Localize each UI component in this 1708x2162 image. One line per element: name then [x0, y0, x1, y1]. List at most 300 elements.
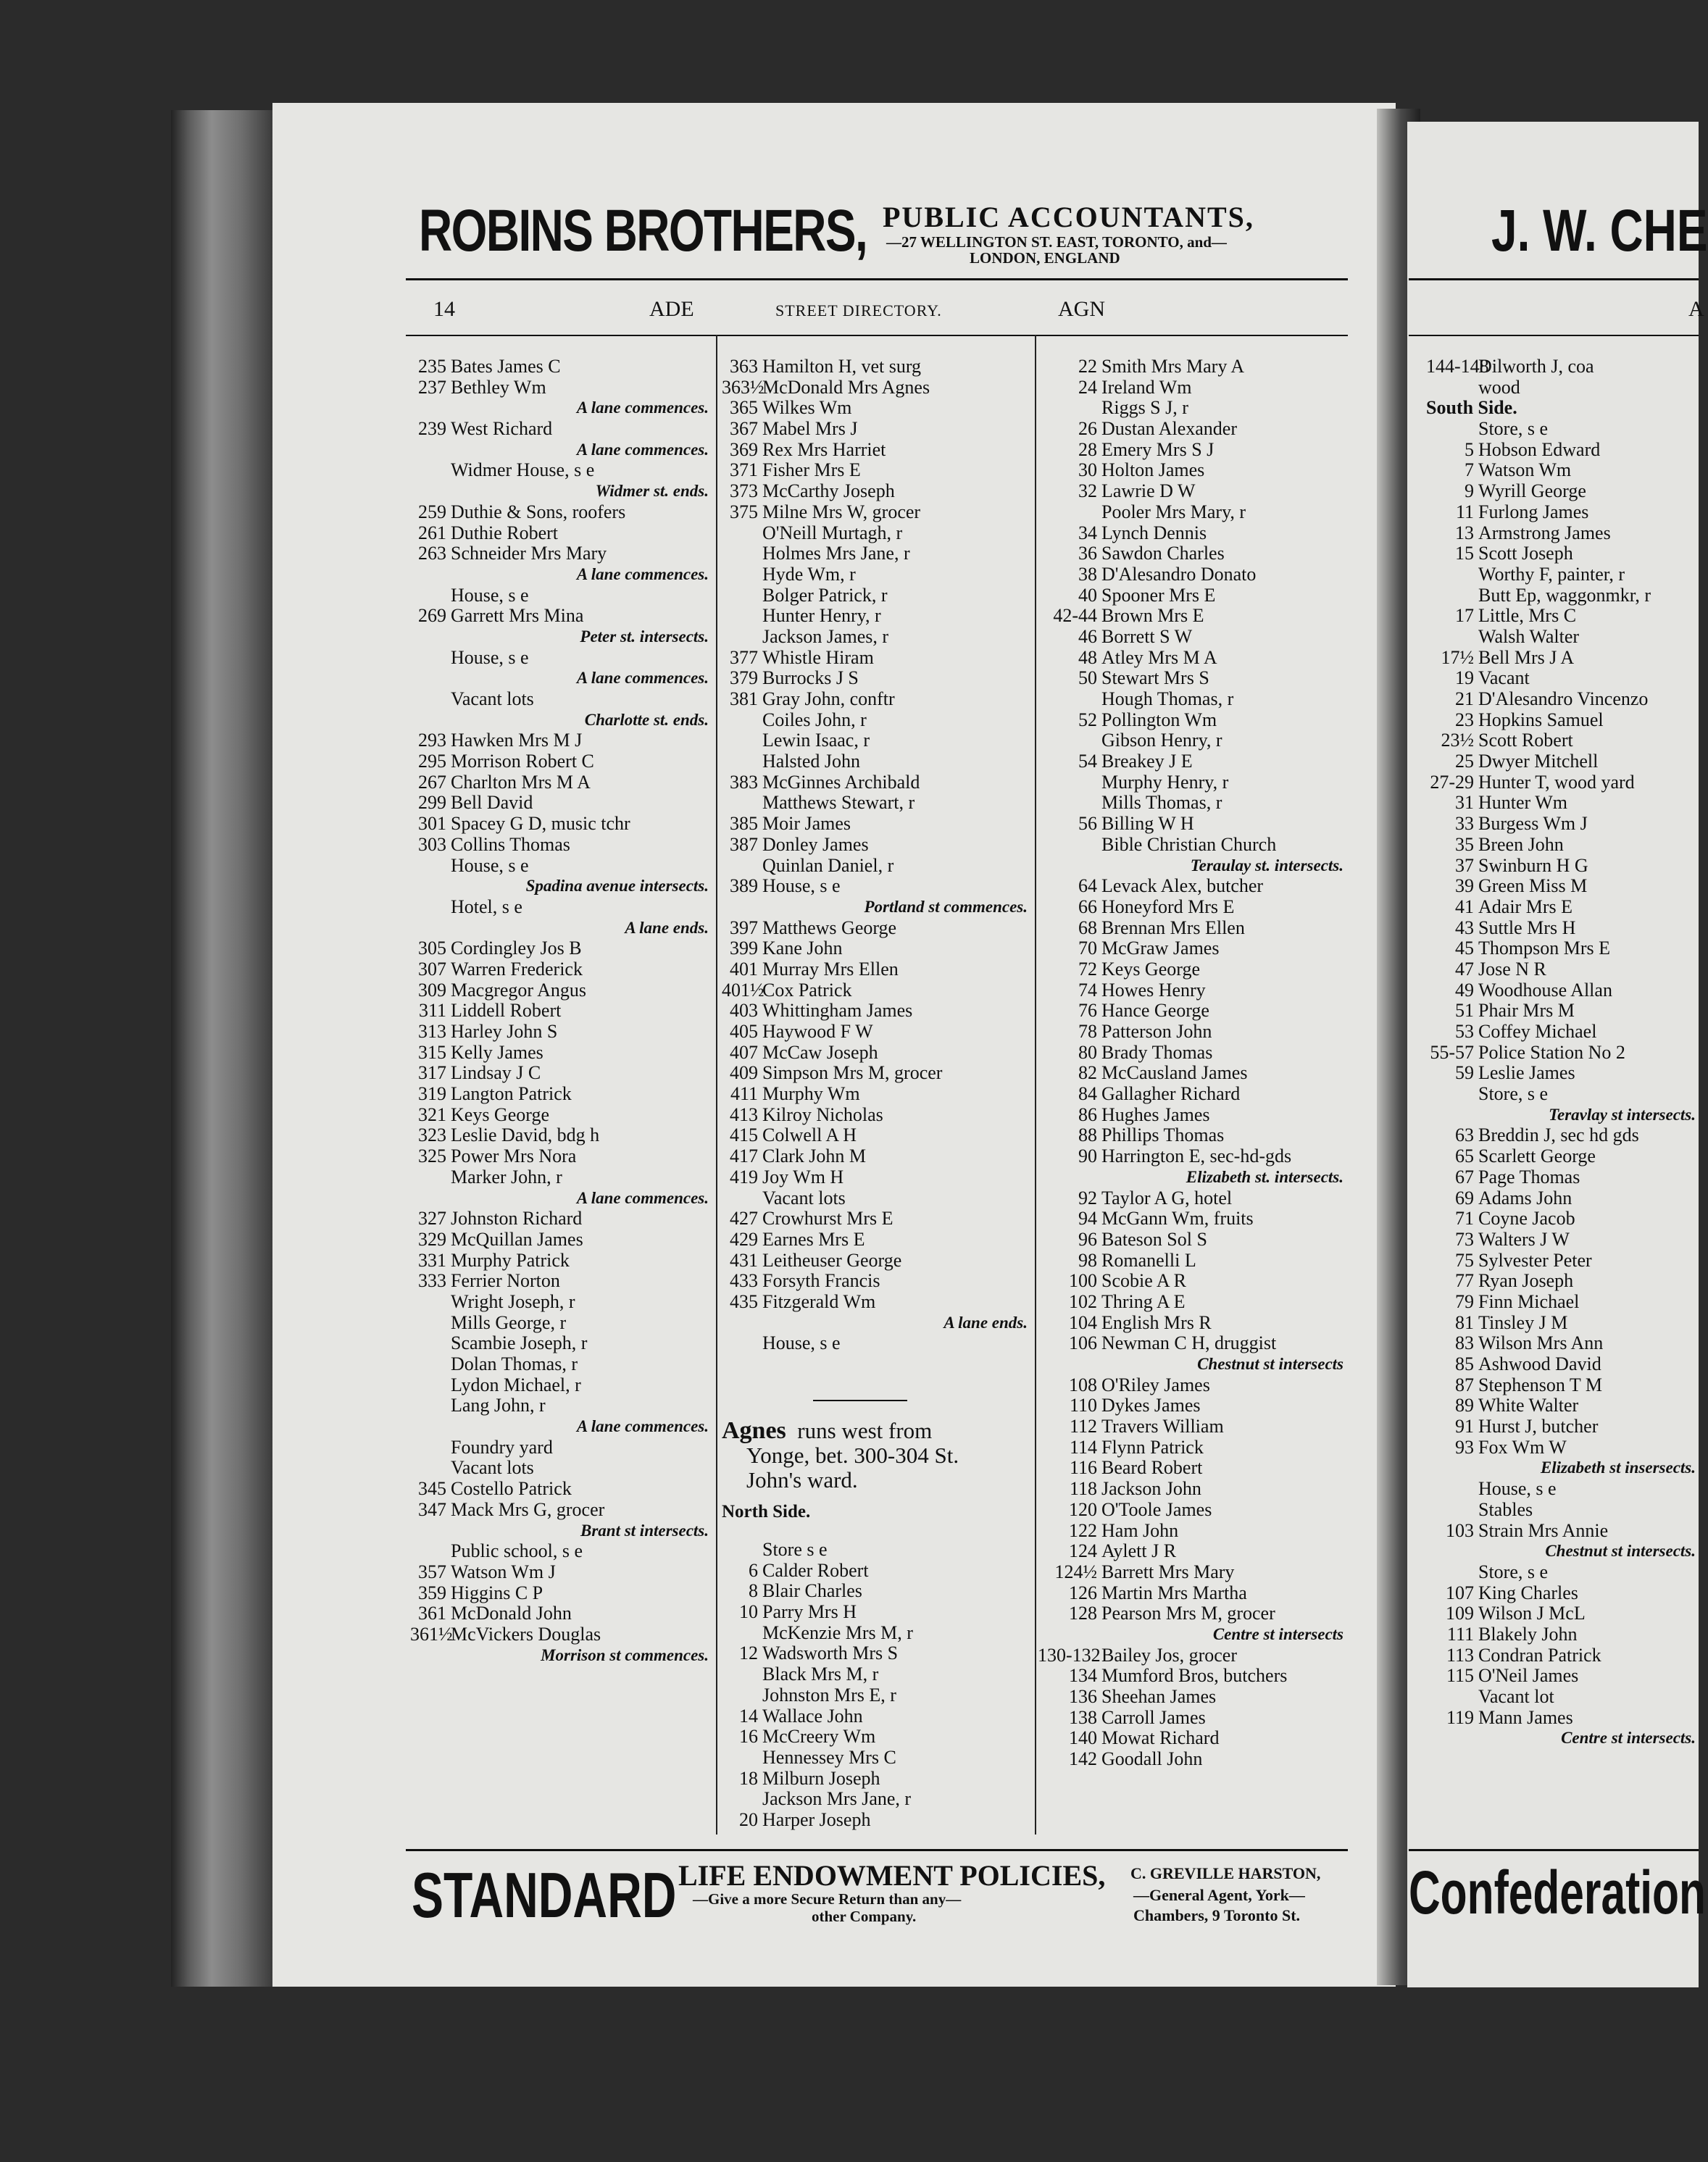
directory-entry — [1038, 481, 1349, 502]
house-number: 64 — [1078, 875, 1097, 897]
ad-agent-address: Chambers, 9 Toronto St. — [1133, 1906, 1301, 1924]
cross-street-note — [1426, 1105, 1701, 1126]
directory-entry — [1038, 564, 1349, 585]
directory-entry — [1038, 1521, 1349, 1542]
directory-entry — [1426, 959, 1701, 980]
directory-entry — [410, 1251, 715, 1272]
entry-text: Cox Patrick — [762, 979, 852, 1001]
note-text: Chestnut st intersects. — [1545, 1542, 1696, 1561]
house-number: 46 — [1078, 625, 1097, 647]
directory-entry — [1038, 1416, 1349, 1437]
entry-text: Mann James — [1478, 1706, 1573, 1728]
directory-entry — [1038, 1645, 1349, 1666]
entry-text: Liddell Robert — [451, 1000, 562, 1022]
directory-entry — [722, 460, 1033, 481]
house-number: 103 — [1446, 1519, 1474, 1541]
directory-entry — [1038, 1375, 1349, 1396]
entry-text: House, s e — [762, 875, 841, 897]
directory-entry — [722, 523, 1033, 544]
house-number: 55-57 — [1430, 1041, 1474, 1063]
entry-text: White Walter — [1478, 1395, 1579, 1416]
house-number: 401 — [730, 958, 758, 980]
entry-text: Tinsley J M — [1478, 1311, 1568, 1333]
house-number: 22 — [1078, 356, 1097, 377]
entry-text: Phillips Thomas — [1101, 1124, 1225, 1146]
entry-text: Gallagher Richard — [1101, 1083, 1241, 1105]
house-number: 78 — [1078, 1021, 1097, 1042]
directory-entry — [410, 1603, 715, 1624]
entry-text: Taylor A G, hotel — [1101, 1187, 1233, 1209]
entry-text: McGraw James — [1101, 938, 1220, 959]
street-separator — [813, 1400, 907, 1401]
entry-text: Scobie A R — [1101, 1270, 1187, 1292]
entry-text: Black Mrs M, r — [762, 1664, 879, 1685]
directory-entry — [1038, 1458, 1349, 1479]
house-number: 293 — [418, 730, 446, 751]
directory-entry — [410, 1063, 715, 1084]
cross-street-note — [1038, 856, 1349, 877]
house-number: 363½ — [722, 376, 765, 398]
entry-text: Langton Patrick — [451, 1083, 572, 1105]
house-number: 102 — [1069, 1290, 1097, 1312]
directory-entry — [1426, 377, 1701, 398]
house-number: 14 — [739, 1705, 758, 1727]
directory-entry — [410, 1125, 715, 1146]
house-number: 80 — [1078, 1041, 1097, 1063]
house-number: 17½ — [1441, 646, 1474, 668]
cross-street-note — [410, 710, 715, 731]
entry-text: Colwell A H — [762, 1124, 857, 1146]
cross-street-note — [1426, 1458, 1701, 1479]
entry-text: Ferrier Norton — [451, 1270, 560, 1292]
entry-text: McCausland James — [1101, 1062, 1248, 1084]
directory-entry — [1038, 1687, 1349, 1708]
house-number: 367 — [730, 418, 758, 440]
directory-entry — [722, 502, 1033, 523]
directory-entry — [722, 1748, 1033, 1769]
entry-text: Murphy Patrick — [451, 1249, 570, 1271]
house-number: 113 — [1446, 1644, 1474, 1666]
note-text: Morrison st commences. — [541, 1645, 709, 1664]
entry-text: Warren Frederick — [451, 958, 583, 980]
entry-text: Hotel, s e — [451, 896, 522, 917]
house-number: 73 — [1455, 1228, 1474, 1250]
directory-entry — [410, 856, 715, 877]
house-number: 81 — [1455, 1311, 1474, 1333]
directory-entry — [410, 523, 715, 544]
entry-text: Stewart Mrs S — [1101, 667, 1209, 689]
entry-text: House, s e — [762, 1332, 841, 1354]
directory-entry — [722, 1540, 1033, 1561]
house-number: 84 — [1078, 1083, 1097, 1105]
house-number: 357 — [418, 1561, 446, 1582]
house-number: 108 — [1069, 1374, 1097, 1395]
directory-entry — [410, 980, 715, 1001]
entry-text: Pooler Mrs Mary, r — [1101, 501, 1246, 522]
house-number: 42-44 — [1053, 605, 1097, 627]
house-number: 27-29 — [1430, 771, 1474, 793]
directory-entry — [1426, 1209, 1701, 1230]
directory-entry — [1426, 606, 1701, 627]
ad-agent-title: —General Agent, York— — [1133, 1886, 1305, 1904]
entry-text: Lydon Michael, r — [451, 1374, 581, 1395]
house-number: 49 — [1455, 979, 1474, 1001]
entry-text: Lang John, r — [451, 1395, 546, 1416]
note-text: Portland st commences. — [864, 897, 1028, 916]
entry-text: Kelly James — [451, 1041, 543, 1063]
entry-text: Mills George, r — [451, 1311, 567, 1333]
directory-entry — [722, 689, 1033, 710]
directory-entry — [410, 1146, 715, 1167]
entry-text: Hunter Henry, r — [762, 605, 881, 627]
house-number: 34 — [1078, 522, 1097, 543]
directory-entry — [410, 1354, 715, 1375]
house-number: 6 — [749, 1559, 758, 1581]
entry-text: McGann Wm, fruits — [1101, 1208, 1254, 1230]
entry-text: Ireland Wm — [1101, 376, 1192, 398]
directory-entry — [1426, 1001, 1701, 1022]
house-number: 104 — [1069, 1311, 1097, 1333]
entry-text: Cordingley Jos B — [451, 938, 582, 959]
house-number: 381 — [730, 688, 758, 709]
entry-text: Collins Thomas — [451, 833, 570, 855]
ad-tagline-2: other Company. — [812, 1908, 917, 1925]
entry-text: Bates James C — [451, 356, 561, 377]
directory-entry — [1426, 356, 1701, 377]
house-number: 120 — [1069, 1498, 1097, 1520]
house-number: 16 — [739, 1726, 758, 1748]
directory-entry — [410, 793, 715, 814]
note-text: Charlotte st. ends. — [584, 710, 709, 729]
directory-entry — [722, 1251, 1033, 1272]
entry-text: Store s e — [762, 1539, 828, 1560]
directory-entry — [1038, 1063, 1349, 1084]
house-number: 235 — [418, 356, 446, 377]
ad-tagline: —Give a more Secure Return than any— — [693, 1890, 962, 1908]
directory-entry — [1426, 1188, 1701, 1209]
note-text: Teravlay st intersects. — [1549, 1105, 1696, 1124]
house-number: 327 — [418, 1208, 446, 1230]
entry-text: Leitheuser George — [762, 1249, 902, 1271]
entry-text: Goodall John — [1101, 1748, 1203, 1770]
note-text: Brant st intersects. — [580, 1521, 709, 1540]
house-number: 94 — [1078, 1208, 1097, 1230]
house-number: 82 — [1078, 1062, 1097, 1084]
entry-text: Hunter T, wood yard — [1478, 771, 1635, 793]
entry-text: Garrett Mrs Mina — [451, 605, 584, 627]
house-number: 52 — [1078, 709, 1097, 730]
house-number: 427 — [730, 1208, 758, 1230]
ad-company-name: STANDARD — [412, 1859, 677, 1931]
directory-entry — [1426, 1395, 1701, 1416]
note-text: A lane commences. — [576, 564, 709, 583]
directory-column-2b — [722, 1540, 1033, 1831]
directory-entry — [1426, 1521, 1701, 1542]
directory-entry — [410, 502, 715, 523]
entry-text: Lindsay J C — [451, 1062, 541, 1084]
directory-entry — [410, 377, 715, 398]
directory-entry — [722, 419, 1033, 440]
entry-text: Mabel Mrs J — [762, 418, 858, 440]
directory-entry — [1038, 793, 1349, 814]
house-number: 303 — [418, 833, 446, 855]
directory-entry — [410, 1292, 715, 1313]
entry-text: Higgins C P — [451, 1582, 543, 1603]
directory-entry — [1038, 751, 1349, 772]
house-number: 118 — [1069, 1478, 1097, 1500]
house-number: 373 — [730, 480, 758, 502]
footer-rule — [406, 1849, 1348, 1851]
directory-entry — [1038, 1209, 1349, 1230]
directory-entry — [1038, 668, 1349, 689]
directory-entry — [722, 1643, 1033, 1664]
book-page-edges — [171, 110, 272, 1987]
running-key-left: ADE — [649, 297, 694, 321]
house-number: 96 — [1078, 1228, 1097, 1250]
entry-text: McCreery Wm — [762, 1726, 876, 1748]
entry-text: Vacant — [1478, 667, 1530, 689]
house-number: 56 — [1078, 813, 1097, 835]
house-number: 74 — [1078, 979, 1097, 1001]
entry-text: Spacey G D, music tchr — [451, 813, 630, 835]
entry-text: Dustan Alexander — [1101, 418, 1238, 440]
directory-entry — [1038, 1562, 1349, 1583]
entry-text: Parry Mrs H — [762, 1601, 857, 1623]
entry-text: O'Neil James — [1478, 1665, 1579, 1687]
directory-entry — [1038, 938, 1349, 959]
directory-entry — [410, 1395, 715, 1416]
entry-text: D'Alesandro Vincenzo — [1478, 688, 1649, 709]
entry-text: Dilworth J, coa — [1478, 356, 1594, 377]
directory-entry — [1426, 876, 1701, 897]
directory-entry — [1426, 1479, 1701, 1500]
directory-entry — [1038, 1001, 1349, 1022]
directory-entry — [722, 606, 1033, 627]
directory-entry — [410, 460, 715, 481]
directory-entry — [722, 1706, 1033, 1727]
cross-street-note — [410, 1645, 715, 1666]
directory-entry — [722, 1789, 1033, 1810]
entry-text: Stephenson T M — [1478, 1374, 1602, 1395]
house-number: 301 — [418, 813, 446, 835]
house-number: 77 — [1455, 1270, 1474, 1292]
entry-text: McDonald John — [451, 1603, 572, 1624]
directory-entry — [1426, 689, 1701, 710]
entry-text: Leslie James — [1478, 1062, 1575, 1084]
entry-text: McGinnes Archibald — [762, 771, 920, 793]
directory-entry — [722, 1188, 1033, 1209]
house-number: 313 — [418, 1021, 446, 1042]
house-number: 8 — [749, 1580, 758, 1602]
note-text: Centre st intersects. — [1561, 1729, 1696, 1748]
directory-entry — [1038, 980, 1349, 1001]
directory-entry — [722, 1063, 1033, 1084]
house-number: 38 — [1078, 563, 1097, 585]
house-number: 319 — [418, 1083, 446, 1105]
ad-address: —27 WELLINGTON ST. EAST, TORONTO, and— — [886, 233, 1227, 251]
entry-text: Ryan Joseph — [1478, 1270, 1574, 1292]
entry-text: Marker John, r — [451, 1166, 562, 1188]
entry-text: Scarlett George — [1478, 1145, 1596, 1167]
entry-text: Dolan Thomas, r — [451, 1353, 578, 1374]
entry-text: Finn Michael — [1478, 1290, 1580, 1312]
entry-text: Aylett J R — [1101, 1540, 1177, 1562]
entry-text: Duthie & Sons, roofers — [451, 501, 626, 522]
entry-text: Hunter Wm — [1478, 792, 1567, 814]
house-number: 106 — [1069, 1332, 1097, 1354]
ad-address-2: LONDON, ENGLAND — [970, 249, 1120, 267]
house-number: 23½ — [1441, 730, 1474, 751]
directory-entry — [722, 1167, 1033, 1188]
directory-entry — [410, 1375, 715, 1396]
directory-entry — [1038, 606, 1349, 627]
directory-entry — [410, 1084, 715, 1105]
running-header-rule — [406, 335, 1348, 336]
directory-entry — [722, 772, 1033, 793]
directory-entry — [410, 772, 715, 793]
entry-text: Vacant lots — [451, 1457, 534, 1479]
entry-text: Joy Wm H — [762, 1166, 844, 1188]
directory-entry — [722, 1084, 1033, 1105]
next-page-header-ad: J. W. CHE — [1491, 198, 1708, 264]
entry-text: Blakely John — [1478, 1623, 1578, 1645]
house-number: 26 — [1078, 418, 1097, 440]
directory-entry — [722, 1105, 1033, 1126]
directory-entry — [1426, 1167, 1701, 1188]
directory-entry — [1426, 668, 1701, 689]
entry-text: Schneider Mrs Mary — [451, 543, 607, 564]
entry-text: Woodhouse Allan — [1478, 979, 1612, 1001]
directory-entry — [410, 356, 715, 377]
entry-text: Honeyford Mrs E — [1101, 896, 1235, 917]
house-number: 100 — [1069, 1270, 1097, 1292]
house-number: 36 — [1078, 543, 1097, 564]
cross-street-note — [722, 1313, 1033, 1334]
house-number: 83 — [1455, 1332, 1474, 1354]
cross-street-note — [410, 398, 715, 419]
house-number: 415 — [730, 1124, 758, 1146]
house-number: 315 — [418, 1041, 446, 1063]
directory-entry — [722, 1581, 1033, 1602]
entry-text: Watson Wm — [1478, 459, 1572, 481]
house-number: 10 — [739, 1601, 758, 1623]
note-text: A lane commences. — [576, 1188, 709, 1207]
directory-entry — [410, 1209, 715, 1230]
directory-entry — [1038, 814, 1349, 835]
house-number: 69 — [1455, 1187, 1474, 1209]
directory-entry — [1038, 1437, 1349, 1458]
directory-entry — [1038, 523, 1349, 544]
entry-text: Brennan Mrs Ellen — [1101, 917, 1245, 938]
next-page-running-key: A — [1688, 297, 1704, 321]
directory-entry — [1426, 440, 1701, 461]
house-number: 89 — [1455, 1395, 1474, 1416]
page-number: 14 — [433, 297, 455, 321]
directory-entry — [1426, 543, 1701, 564]
house-number: 261 — [418, 522, 446, 543]
house-number: 91 — [1455, 1416, 1474, 1437]
cross-street-note — [1426, 1541, 1701, 1562]
entry-text: Mills Thomas, r — [1101, 792, 1222, 814]
directory-entry — [1426, 1292, 1701, 1313]
directory-entry — [1038, 419, 1349, 440]
directory-entry — [1038, 1749, 1349, 1770]
cross-street-note — [410, 876, 715, 897]
directory-entry — [1426, 585, 1701, 606]
running-title: STREET DIRECTORY. — [775, 301, 942, 320]
entry-text: Mack Mrs G, grocer — [451, 1498, 605, 1520]
house-number: 263 — [418, 543, 446, 564]
directory-entry — [1426, 897, 1701, 918]
entry-text: Wilkes Wm — [762, 397, 852, 419]
entry-text: Walsh Walter — [1478, 625, 1580, 647]
house-number: 435 — [730, 1290, 758, 1312]
directory-entry — [1038, 1105, 1349, 1126]
house-number: 109 — [1446, 1603, 1474, 1624]
house-number: 138 — [1069, 1706, 1097, 1728]
directory-entry — [1038, 730, 1349, 751]
directory-entry — [722, 1001, 1033, 1022]
directory-entry — [1426, 1708, 1701, 1729]
note-text: A lane commences. — [576, 1417, 709, 1436]
house-number: 239 — [418, 418, 446, 440]
house-number: 5 — [1465, 438, 1474, 460]
entry-text: Butt Ep, waggonmkr, r — [1478, 584, 1651, 606]
entry-text: Beard Robert — [1101, 1457, 1203, 1479]
entry-text: Brady Thomas — [1101, 1041, 1213, 1063]
house-number: 50 — [1078, 667, 1097, 689]
directory-entry — [722, 793, 1033, 814]
directory-entry — [722, 585, 1033, 606]
entry-text: Adair Mrs E — [1478, 896, 1572, 917]
house-number: 409 — [730, 1062, 758, 1084]
entry-text: Dykes James — [1101, 1395, 1201, 1416]
entry-text: McCaw Joseph — [762, 1041, 878, 1063]
directory-entry — [410, 897, 715, 918]
directory-entry — [722, 1230, 1033, 1251]
house-number: 130-132 — [1038, 1644, 1101, 1666]
directory-entry — [722, 627, 1033, 648]
entry-text: Murphy Wm — [762, 1083, 860, 1105]
entry-text: Fox Wm W — [1478, 1436, 1567, 1458]
street-name: Agnes — [722, 1417, 786, 1444]
entry-text: Emery Mrs S J — [1101, 438, 1215, 460]
directory-entry — [1426, 1230, 1701, 1251]
house-number: 323 — [418, 1124, 446, 1146]
house-number: 75 — [1455, 1249, 1474, 1271]
note-text: A lane commences. — [576, 398, 709, 417]
house-number: 116 — [1069, 1457, 1097, 1479]
directory-entry — [1038, 1500, 1349, 1521]
entry-text: Wilson Mrs Ann — [1478, 1332, 1604, 1354]
house-number: 28 — [1078, 438, 1097, 460]
house-number: 23 — [1455, 709, 1474, 730]
entry-text: Jackson Mrs Jane, r — [762, 1788, 912, 1810]
house-number: 142 — [1069, 1748, 1097, 1770]
entry-text: Hopkins Samuel — [1478, 709, 1604, 730]
directory-entry — [1426, 502, 1701, 523]
directory-entry — [410, 419, 715, 440]
directory-entry — [722, 1022, 1033, 1043]
entry-text: Hamilton H, vet surg — [762, 356, 922, 377]
house-number: 19 — [1455, 667, 1474, 689]
house-number: 405 — [730, 1021, 758, 1042]
house-number: 347 — [418, 1498, 446, 1520]
house-number: 136 — [1069, 1686, 1097, 1707]
entry-text: Martin Mrs Martha — [1101, 1582, 1247, 1603]
entry-text: Dwyer Mitchell — [1478, 751, 1599, 772]
entry-text: Ham John — [1101, 1519, 1179, 1541]
